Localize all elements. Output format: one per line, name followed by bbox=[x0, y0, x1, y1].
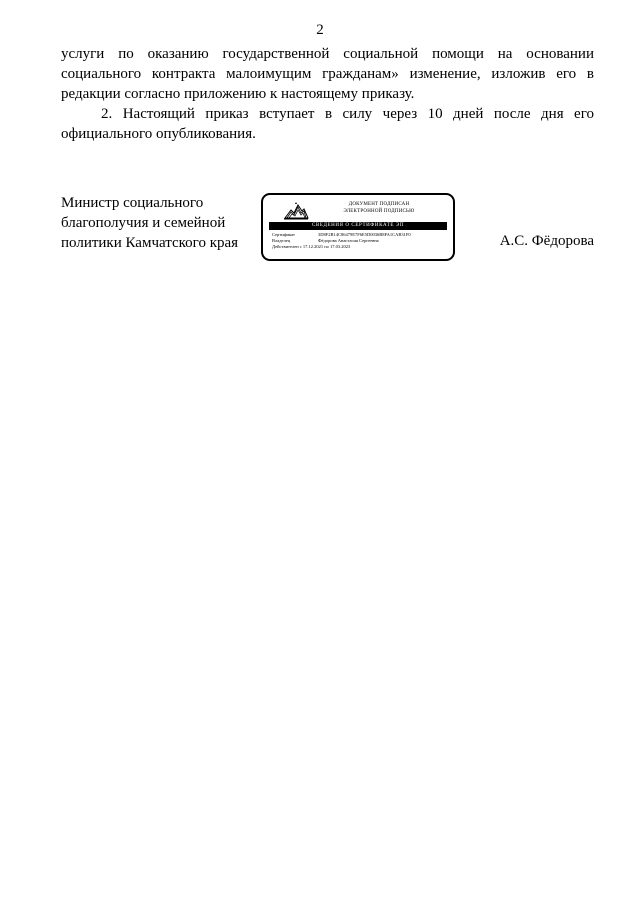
stamp-row-value: Фёдорова Анастасия Сергеевна bbox=[318, 238, 379, 243]
stamp-row-validity bbox=[272, 244, 452, 250]
signer-position-line: благополучия и семейной bbox=[61, 215, 226, 231]
stamp-row-key: Владелец bbox=[272, 238, 291, 243]
stamp-header-line: ДОКУМЕНТ ПОДПИСАН bbox=[348, 202, 410, 207]
paragraph-continuation: услуги по оказанию государственной социальной помощи на основании социального контракта малоимущим гражданам» изменение, изложив его в редакции согласно приложению к настоящему приказу. bbox=[61, 46, 594, 102]
page-number: 2 bbox=[316, 22, 324, 38]
stamp-details bbox=[272, 232, 452, 250]
paragraph-effective-date: 2. Настоящий приказ вступает в силу через 10 дней после дня его официального опубликования. bbox=[61, 106, 594, 142]
stamp-row-key: Сертификат bbox=[272, 232, 295, 237]
stamp-row-value: 3D8F2B14C86479E7F6E5D0036B8FA1CAB31F0 bbox=[318, 232, 411, 237]
signer-position bbox=[61, 193, 251, 253]
signer-name: А.С. Фёдорова bbox=[499, 233, 594, 249]
stamp-header-line: ЭЛЕКТРОННОЙ ПОДПИСЬЮ bbox=[343, 208, 415, 214]
stamp-header bbox=[319, 202, 439, 215]
stamp-certificate-bar: СВЕДЕНИЯ О СЕРТИФИКАТЕ ЭП bbox=[269, 222, 447, 230]
electronic-signature-stamp bbox=[261, 193, 455, 261]
signer-position-line: политики Камчатского края bbox=[61, 235, 239, 251]
coat-of-arms-icon bbox=[283, 200, 309, 220]
signer-position-line: Министр социального bbox=[61, 195, 204, 211]
document-body bbox=[61, 44, 594, 144]
stamp-row-key: Действителен с 17.12.2021 по 17.03.2023 bbox=[272, 244, 351, 249]
